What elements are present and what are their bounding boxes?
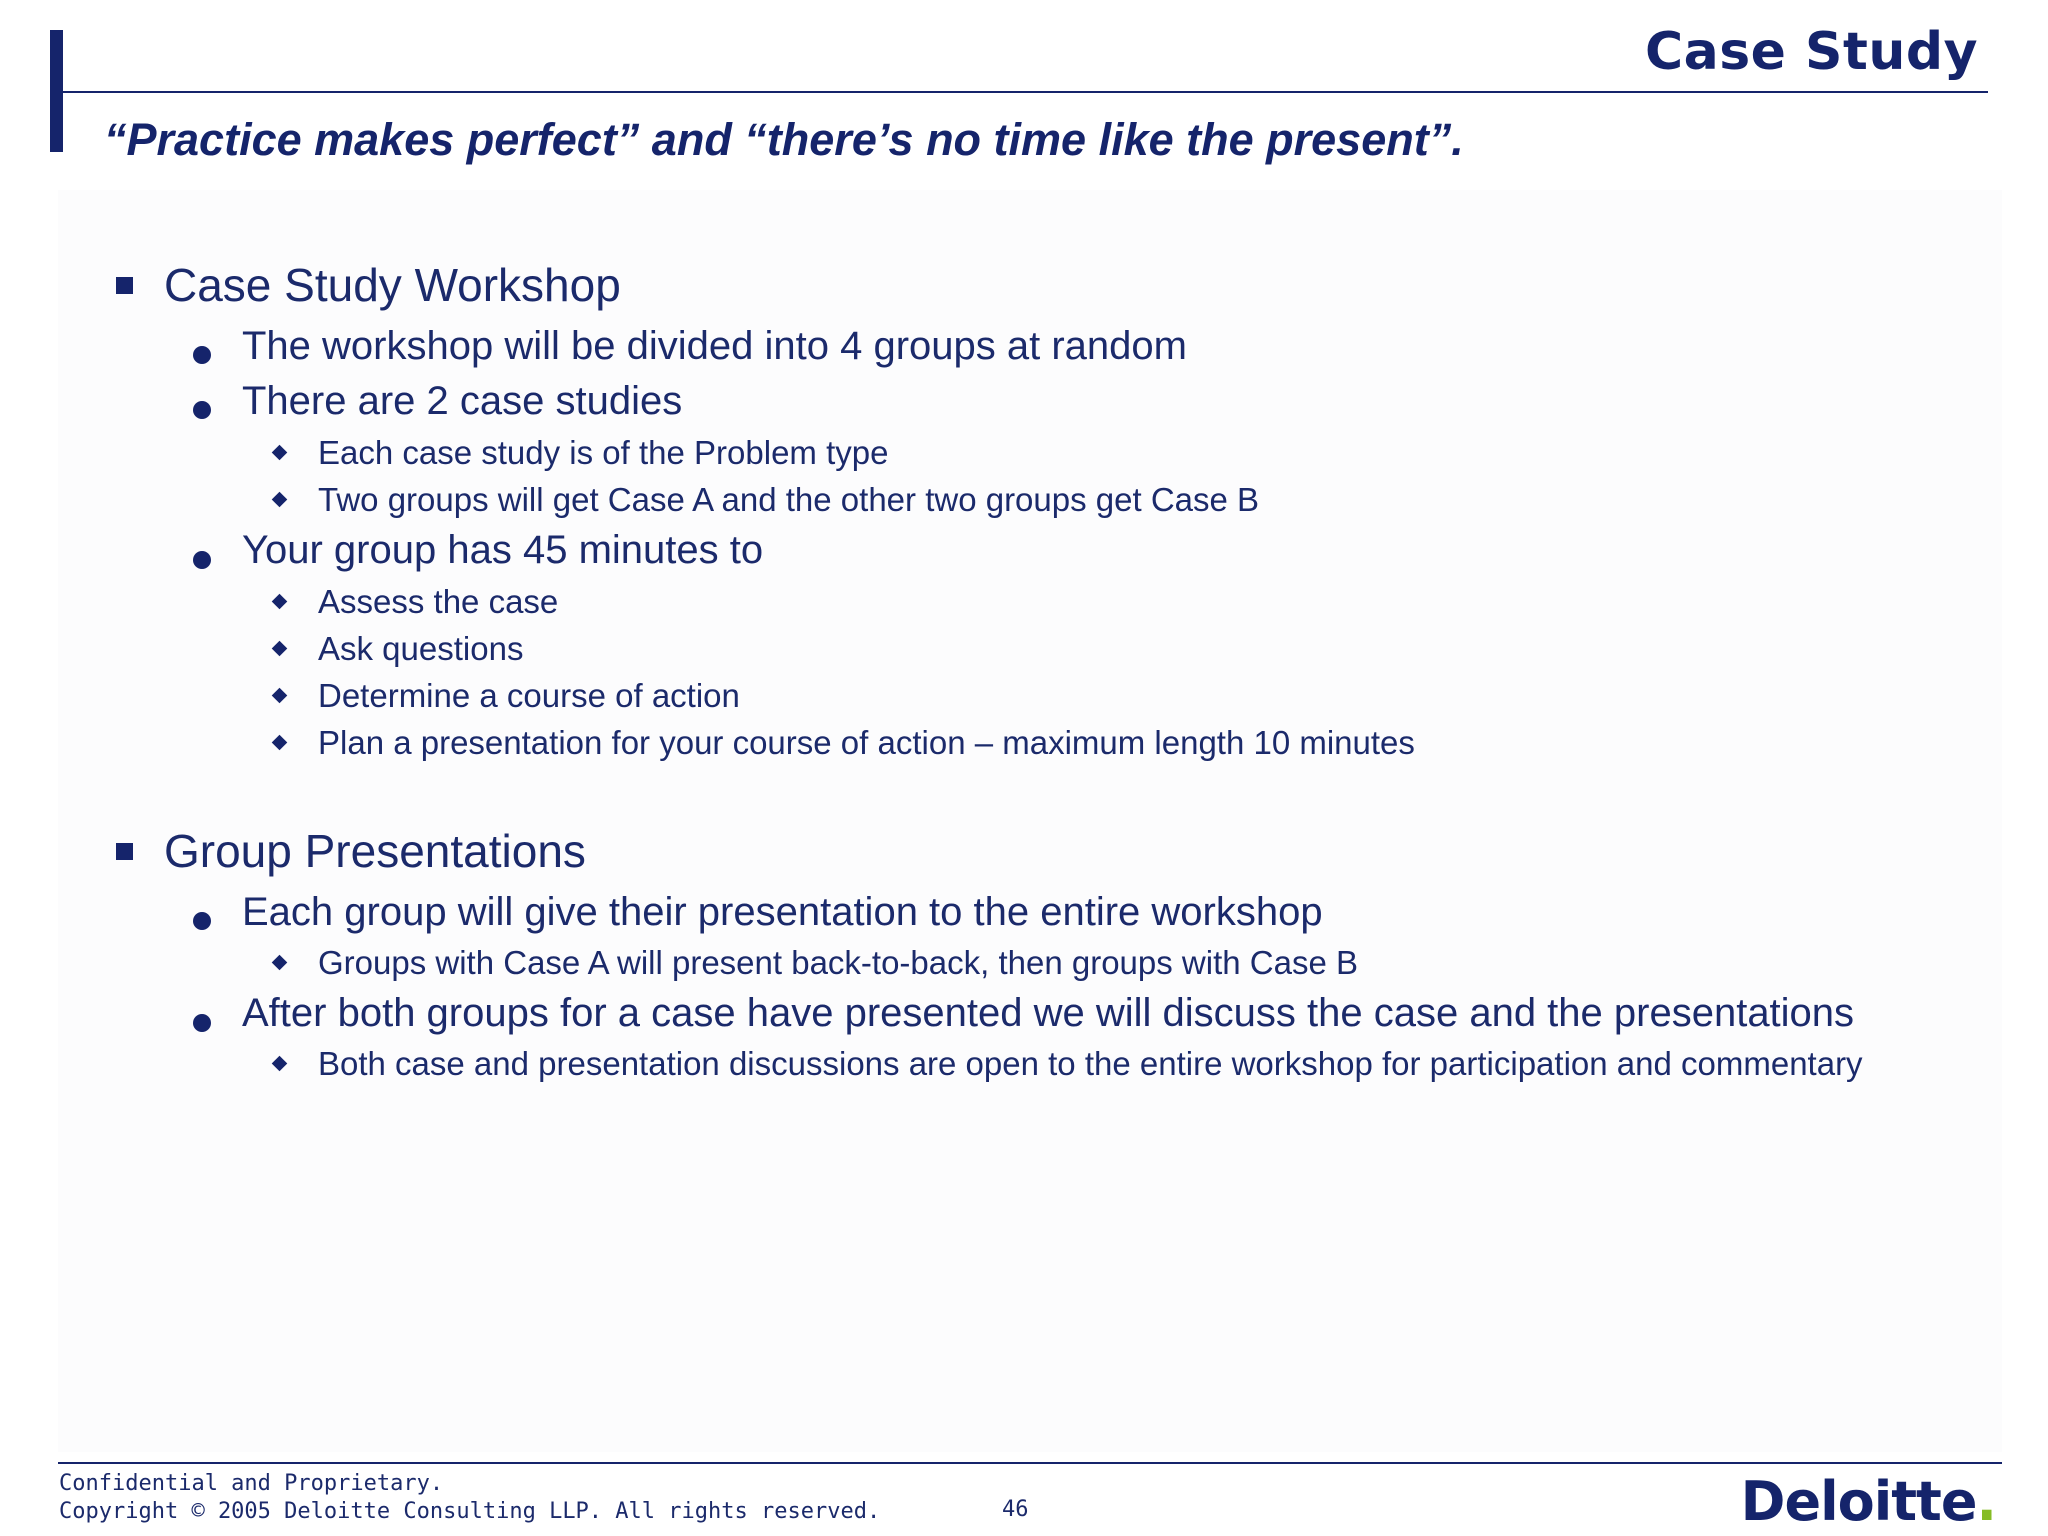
- diamond-bullet-icon: [272, 1056, 288, 1072]
- diamond-bullet-icon: [272, 445, 288, 461]
- list-subitem: Groups with Case A will present back-to-back, then groups with Case B: [318, 944, 1358, 981]
- list-item: Your group has 45 minutes to: [242, 528, 764, 572]
- section-heading: Case Study Workshop: [164, 259, 621, 311]
- list-item: There are 2 case studies: [242, 379, 683, 423]
- square-bullet-icon: [116, 277, 133, 294]
- section-heading: Group Presentations: [164, 825, 586, 877]
- dot-bullet-icon: [193, 1014, 211, 1032]
- list-subitem: Plan a presentation for your course of action – maximum length 10 minutes: [318, 724, 1415, 761]
- list-subitem: Both case and presentation discussions are open to the entire workshop for participation and commentary: [318, 1045, 1863, 1082]
- list-subitem: Two groups will get Case A and the other two groups get Case B: [318, 481, 1260, 518]
- page-number: 46: [1002, 1497, 1029, 1522]
- dot-bullet-icon: [193, 912, 211, 930]
- list-subitem: Determine a course of action: [318, 677, 740, 714]
- diamond-bullet-icon: [272, 594, 288, 610]
- list-subitem: Ask questions: [318, 630, 524, 667]
- logo-text: Deloitte: [1740, 1470, 1977, 1533]
- deloitte-logo: [1741, 1470, 1996, 1533]
- diamond-bullet-icon: [272, 955, 288, 971]
- diamond-bullet-icon: [272, 492, 288, 508]
- list-item: After both groups for a case have presented we will discuss the case and the presentations: [242, 991, 1855, 1035]
- list-subitem: Assess the case: [318, 583, 559, 620]
- square-bullet-icon: [116, 843, 133, 860]
- tagline: “Practice makes perfect” and “there’s no time like the present”.: [104, 114, 1464, 165]
- list-subitem: Each case study is of the Problem type: [318, 434, 889, 471]
- diamond-bullet-icon: [272, 688, 288, 704]
- dot-bullet-icon: [193, 551, 211, 569]
- list-item: Each group will give their presentation to the entire workshop: [242, 890, 1323, 934]
- confidentiality-notice: Confidential and Proprietary.: [59, 1471, 444, 1496]
- page-title: Case Study: [1644, 22, 1978, 82]
- list-item: The workshop will be divided into 4 groups at random: [242, 324, 1187, 368]
- diamond-bullet-icon: [272, 641, 288, 657]
- diamond-bullet-icon: [272, 735, 288, 751]
- logo-dot: .: [1976, 1470, 1996, 1533]
- copyright-notice: Copyright © 2005 Deloitte Consulting LLP. All rights reserved.: [59, 1499, 881, 1524]
- dot-bullet-icon: [193, 401, 211, 419]
- dot-bullet-icon: [193, 346, 211, 364]
- footer-divider: [58, 1462, 2002, 1464]
